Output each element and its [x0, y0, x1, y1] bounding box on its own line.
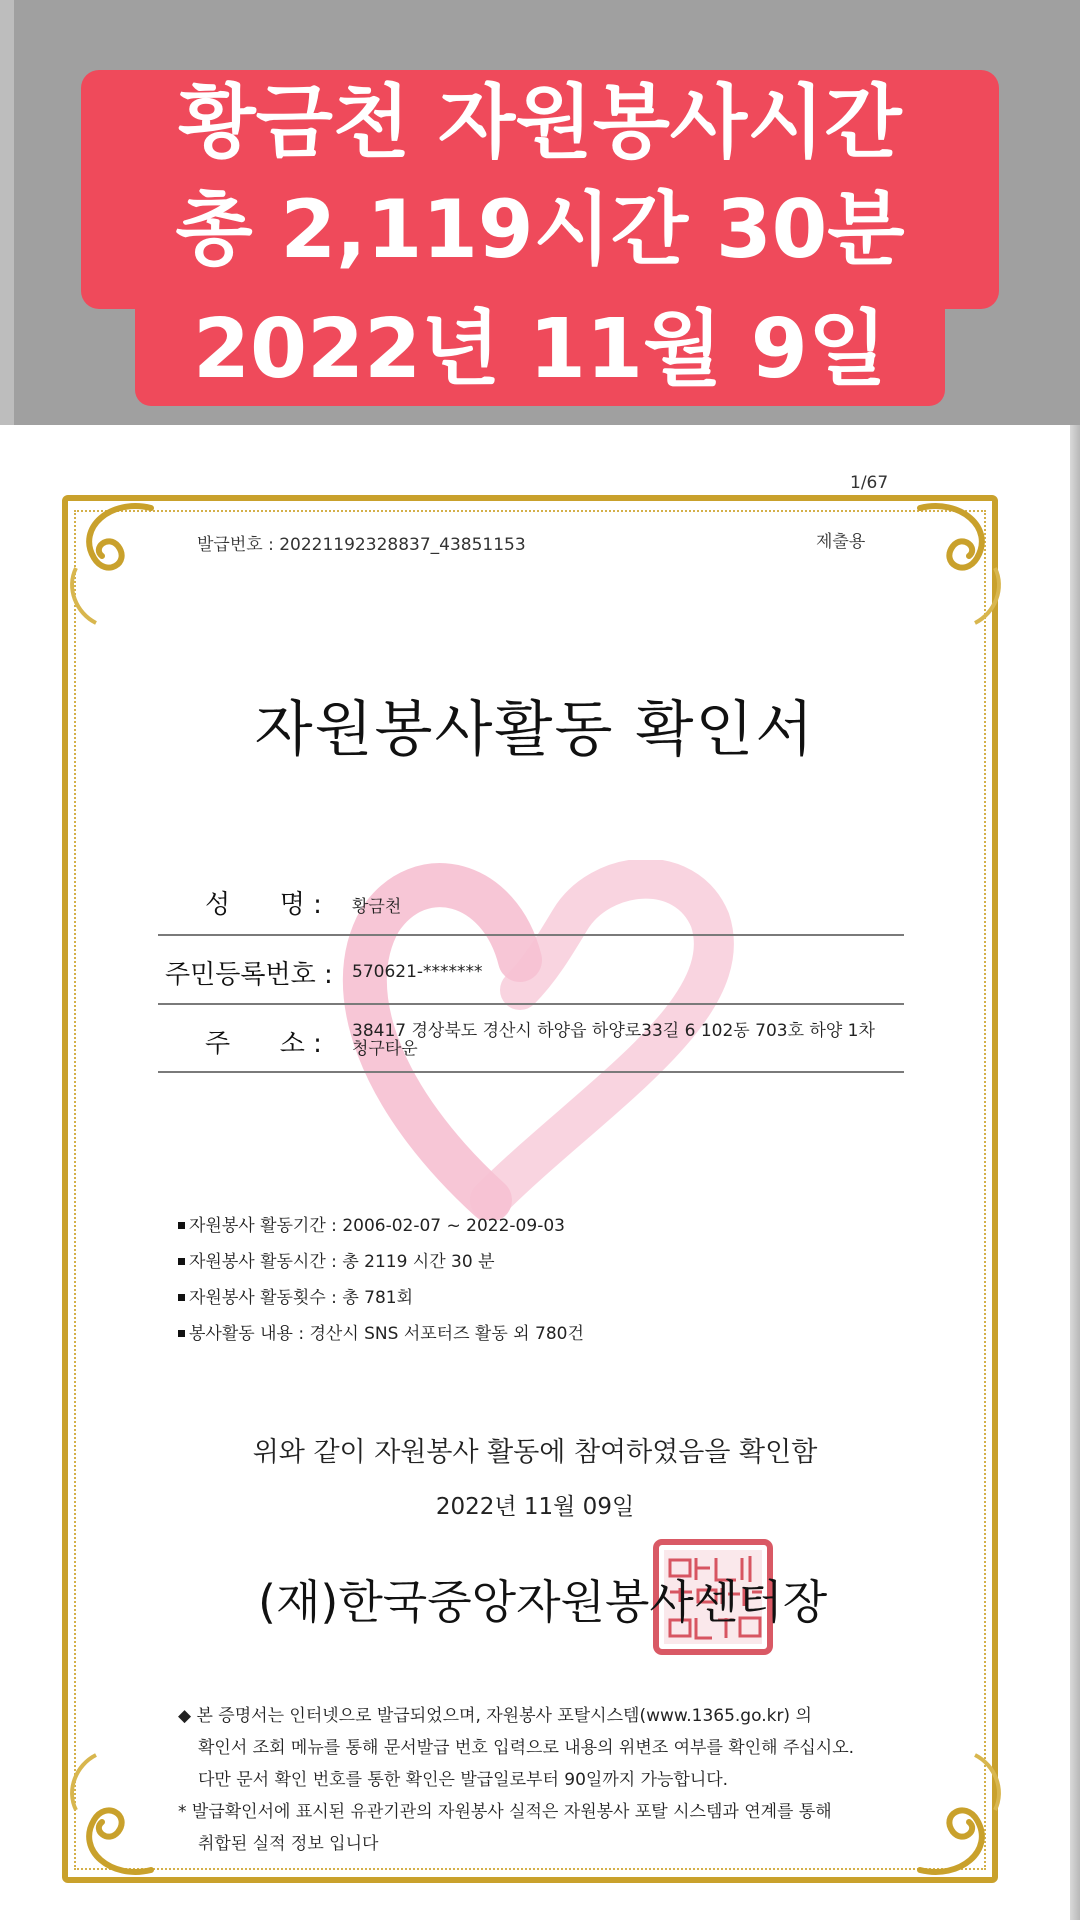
title-banner — [0, 0, 1080, 425]
list-item — [178, 1280, 584, 1316]
divider-line — [158, 934, 904, 936]
bullet-square-icon — [178, 1258, 185, 1265]
corner-ornament-bottom-left — [56, 1750, 166, 1890]
address-line-1: 38417 경상북도 경산시 하양읍 하양로33길 6 102동 703호 하양 1차 — [352, 1021, 875, 1041]
notice-line-1: ◆ 본 증명서는 인터넷으로 발급되었으며, 자원봉사 포탈시스템(www.1365.go.kr) 의 — [178, 1706, 812, 1726]
issue-number: 발급번호 : 20221192328837_43851153 — [197, 535, 526, 555]
rrn-value: 570621-******* — [352, 962, 483, 982]
notice-line-2: 확인서 조회 메뉴를 통해 문서발급 번호 입력으로 내용의 위변조 여부를 확인해 주십시오. — [198, 1738, 855, 1758]
rrn-label: 주민등록번호 : — [165, 960, 333, 990]
issuing-organization: (재)한국중앙자원봉사센터장 — [258, 1575, 828, 1629]
corner-ornament-top-left — [56, 488, 166, 628]
address-value — [352, 1022, 875, 1058]
list-item — [178, 1316, 584, 1352]
name-value: 황금천 — [352, 897, 402, 917]
activity-count: 자원봉사 활동횟수 : 총 781회 — [189, 1288, 414, 1308]
activity-period: 자원봉사 활동기간 : 2006-02-07 ~ 2022-09-03 — [189, 1216, 565, 1236]
notice-line-5: 취합된 실적 정보 입니다 — [198, 1834, 379, 1854]
banner-line-hours: 총 2,119시간 30분 — [81, 175, 999, 309]
corner-ornament-top-right — [905, 488, 1015, 628]
bullet-square-icon — [178, 1294, 185, 1301]
name-label: 성 명 : — [205, 890, 322, 920]
notice-line-4: * 발급확인서에 표시된 유관기관의 자원봉사 실적은 자원봉사 포탈 시스템과 연계를 통해 — [178, 1802, 832, 1822]
activity-content: 봉사활동 내용 : 경산시 SNS 서포터즈 활동 외 780건 — [189, 1324, 584, 1344]
page-number: 1/67 — [850, 473, 889, 493]
list-item — [178, 1244, 584, 1280]
address-label: 주 소 : — [205, 1029, 322, 1059]
confirmation-statement: 위와 같이 자원봉사 활동에 참여하였음을 확인함 — [252, 1437, 818, 1468]
address-line-2: 청구타운 — [352, 1039, 418, 1059]
activity-hours: 자원봉사 활동시간 : 총 2119 시간 30 분 — [189, 1252, 495, 1272]
issue-date: 2022년 11월 09일 — [435, 1494, 635, 1520]
banner-line-name: 황금천 자원봉사시간 — [81, 70, 999, 175]
paper-right-edge — [1070, 425, 1080, 1920]
corner-ornament-bottom-right — [905, 1750, 1015, 1890]
verification-notice — [178, 1700, 918, 1860]
notice-line-3: 다만 문서 확인 번호를 통한 확인은 발급일로부터 90일까지 가능합니다. — [198, 1770, 729, 1790]
divider-line — [158, 1003, 904, 1005]
purpose-label: 제출용 — [816, 532, 866, 552]
certificate-title: 자원봉사활동 확인서 — [254, 695, 816, 765]
list-item — [178, 1208, 584, 1244]
divider-line — [158, 1071, 904, 1073]
banner-line-date: 2022년 11월 9일 — [135, 300, 945, 406]
bullet-square-icon — [178, 1222, 185, 1229]
bullet-square-icon — [178, 1330, 185, 1337]
activity-summary-list — [178, 1208, 584, 1352]
